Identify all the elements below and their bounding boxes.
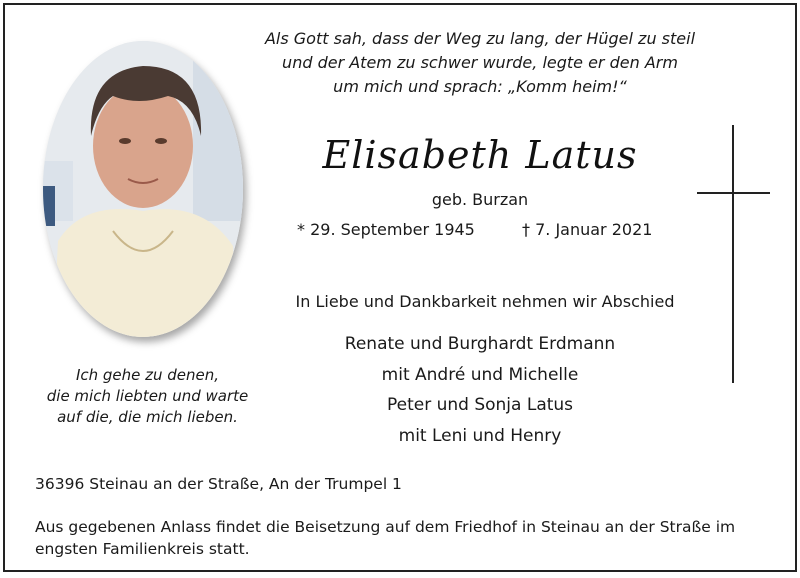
death-date: † 7. Januar 2021 bbox=[522, 220, 653, 239]
birth-name: geb. Burzan bbox=[431, 190, 529, 209]
family-list bbox=[305, 329, 655, 451]
family-line: Peter und Sonja Latus bbox=[386, 395, 574, 415]
portrait-photo bbox=[43, 41, 243, 337]
poem-line: um mich und sprach: „Komm heim!“ bbox=[333, 77, 627, 96]
birth-date: * 29. September 1945 bbox=[297, 220, 475, 239]
farewell-text: In Liebe und Dankbarkeit nehmen wir Abschied bbox=[295, 292, 675, 311]
address: 36396 Steinau an der Straße, An der Trumpel 1 bbox=[35, 475, 402, 493]
poem bbox=[235, 27, 725, 99]
cross-horizontal-bar bbox=[697, 192, 770, 194]
quote-line: die mich liebten und warte bbox=[46, 387, 249, 405]
poem-line: und der Atem zu schwer wurde, legte er den Arm bbox=[282, 53, 678, 72]
portrait-illustration bbox=[43, 41, 243, 337]
obituary-card bbox=[3, 3, 797, 572]
quote bbox=[25, 365, 270, 428]
deceased-name: Elisabeth Latus bbox=[322, 133, 638, 177]
quote-line: Ich gehe zu denen, bbox=[75, 366, 220, 384]
quote-line: auf die, die mich lieben. bbox=[57, 408, 238, 426]
cross-vertical-bar bbox=[732, 125, 734, 383]
family-line: mit Leni und Henry bbox=[398, 425, 562, 446]
poem-line: Als Gott sah, dass der Weg zu lang, der Hügel zu steil bbox=[264, 29, 696, 48]
family-line: mit André und Michelle bbox=[381, 364, 579, 385]
funeral-notice: Aus gegebenen Anlass findet die Beisetzung auf dem Friedhof in Steinau an der Straße im engsten Familienkreis statt. bbox=[35, 518, 736, 558]
family-line: Renate und Burghardt Erdmann bbox=[344, 334, 616, 354]
